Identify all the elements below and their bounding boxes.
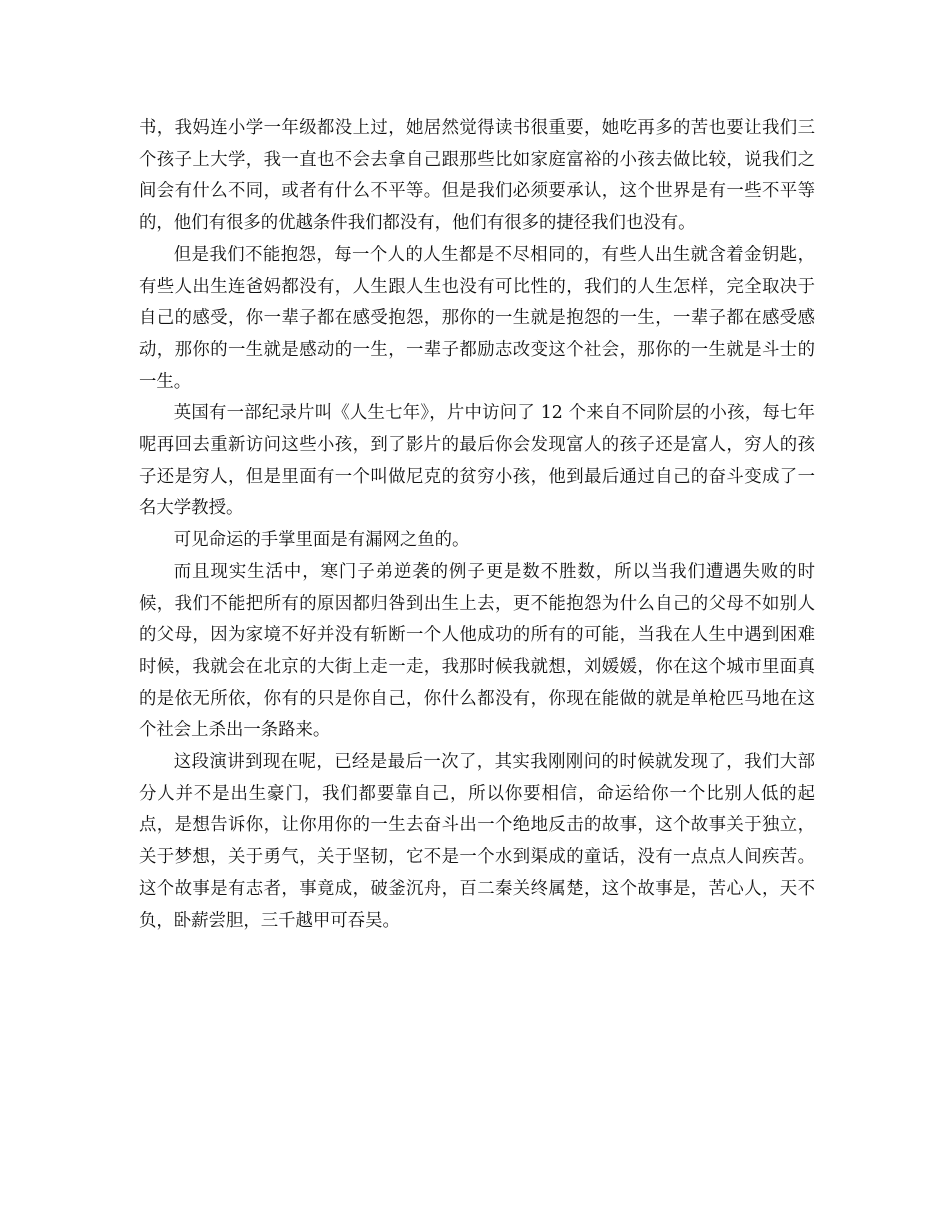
paragraph-4: 可见命运的手掌里面是有漏网之鱼的。 (173, 530, 470, 551)
document-page (139, 113, 815, 937)
paragraph-5: 而且现实生活中，寒门子弟逆袭的例子更是数不胜数，所以当我们遭遇失败的时候，我们不能把所有的原因都归咎到出生上去，更不能抱怨为什么自己的父母不如别人的父母，因为家境不好并没有斩断一个人他成功的所有的可能，当我在人生中遇到困难时候，我就会在北京的大街上走一走，我那时候我就想，刘媛媛，你在这个城市里面真的是依无所依，你有的只是你自己，你什么都没有，你现在能做的就是单枪匹马地在这个社会上杀出一条路来。 (139, 561, 815, 741)
paragraph-1: 书，我妈连小学一年级都没上过，她居然觉得读书很重要，她吃再多的苦也要让我们三个孩子上大学，我一直也不会去拿自己跟那些比如家庭富裕的小孩去做比较，说我们之间会有什么不同，或者有什么不平等。但是我们必须要承认，这个世界是有一些不平等的，他们有很多的优越条件我们都没有，他们有很多的捷径我们也没有。 (139, 118, 815, 234)
paragraph-3: 英国有一部纪录片叫《人生七年》，片中访问了 12 个来自不同阶层的小孩，每七年呢再回去重新访问这些小孩，到了影片的最后你会发现富人的孩子还是富人，穷人的孩子还是穷人，但是里面有一个叫做尼克的贫穷小孩，他到最后通过自己的奋斗变成了一名大学教授。 (139, 403, 815, 519)
paragraph-6: 这段演讲到现在呢，已经是最后一次了，其实我刚刚问的时候就发现了，我们大部分人并不是出生豪门，我们都要靠自己，所以你要相信，命运给你一个比别人低的起点，是想告诉你，让你用你的一生去奋斗出一个绝地反击的故事，这个故事关于独立，关于梦想，关于勇气，关于坚韧，它不是一个水到渠成的童话，没有一点点人间疾苦。这个故事是有志者，事竟成，破釜沉舟，百二秦关终属楚，这个故事是，苦心人，天不负，卧薪尝胆，三千越甲可吞吴。 (139, 752, 815, 931)
paragraph-2: 但是我们不能抱怨，每一个人的人生都是不尽相同的，有些人出生就含着金钥匙，有些人出生连爸妈都没有，人生跟人生也没有可比性的，我们的人生怎样，完全取决于自己的感受，你一辈子都在感受抱怨，那你的一生就是抱怨的一生，一辈子都在感受感动，那你的一生就是感动的一生，一辈子都励志改变这个社会，那你的一生就是斗士的一生。 (139, 244, 815, 392)
